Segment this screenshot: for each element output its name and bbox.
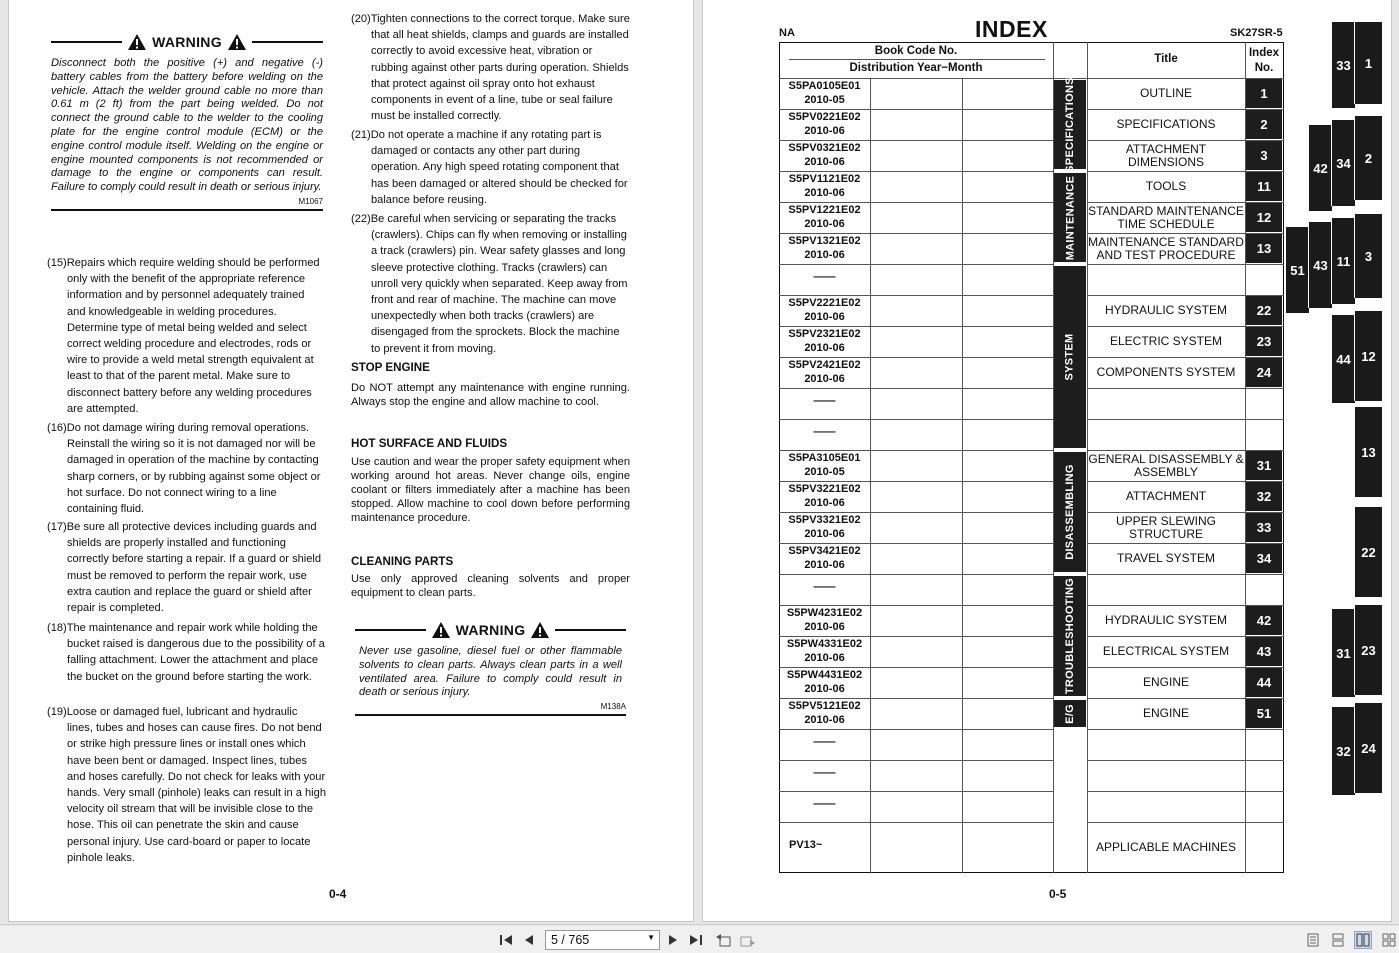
section-tab-13[interactable]: 13 bbox=[1354, 407, 1382, 497]
dropdown-arrow-icon: ▼ bbox=[647, 933, 655, 942]
row-book-code bbox=[779, 607, 870, 634]
last-page-icon bbox=[689, 934, 703, 946]
row-index-number[interactable]: 31 bbox=[1246, 451, 1282, 480]
category-label: DISASSEMBLING bbox=[1064, 464, 1077, 560]
section-tab-3[interactable]: 3 bbox=[1354, 214, 1382, 298]
book-code: —— bbox=[813, 395, 836, 407]
section-tab-51[interactable]: 51 bbox=[1285, 227, 1309, 313]
book-code: S5PV0321E02 bbox=[788, 142, 861, 154]
section-tab-22[interactable]: 22 bbox=[1354, 507, 1382, 597]
category-e-g bbox=[1054, 700, 1086, 727]
numbered-item bbox=[47, 519, 326, 616]
row-book-code bbox=[779, 111, 870, 138]
section-tab-23[interactable]: 23 bbox=[1354, 605, 1382, 695]
row-index-number[interactable]: 1 bbox=[1246, 79, 1282, 108]
book-code: S5PV1321E02 bbox=[788, 235, 861, 247]
cleaning-parts-heading: CLEANING PARTS bbox=[351, 555, 454, 568]
table-rule bbox=[789, 59, 1045, 60]
book-code: —— bbox=[813, 271, 836, 283]
category-label: SPECIFICATIONS bbox=[1064, 76, 1077, 173]
section-tab-31[interactable]: 31 bbox=[1331, 609, 1355, 697]
last-page-button[interactable] bbox=[687, 931, 705, 949]
section-tab-2[interactable]: 2 bbox=[1354, 116, 1382, 200]
distribution-date: 2010-06 bbox=[804, 682, 845, 695]
book-code: S5PV1221E02 bbox=[788, 204, 861, 216]
distribution-date: 2010-06 bbox=[804, 217, 845, 230]
section-tab-24[interactable]: 24 bbox=[1354, 703, 1382, 793]
next-page-button[interactable] bbox=[664, 931, 682, 949]
row-book-code bbox=[779, 669, 870, 696]
category-label: E/G bbox=[1063, 703, 1076, 724]
viewer-toolbar bbox=[0, 926, 1399, 953]
numbered-item bbox=[47, 704, 326, 866]
section-tab-12[interactable]: 12 bbox=[1354, 311, 1382, 401]
table-rule bbox=[779, 388, 1053, 389]
section-tab-43[interactable]: 43 bbox=[1308, 222, 1332, 308]
warning-triangle-icon bbox=[227, 33, 247, 51]
row-index-number[interactable]: 32 bbox=[1246, 482, 1282, 511]
go-back-icon bbox=[715, 933, 731, 947]
table-rule bbox=[779, 512, 1053, 513]
book-code: —— bbox=[813, 798, 836, 810]
distribution-date: 2010-05 bbox=[804, 465, 845, 478]
item-text: (22)Be careful when servicing or separating the tracks (crawlers). Chips can fly when removing or installing a track (crawlers) pin. Wear safety glasses and long sleeve protective clothing. Tracks (crawlers) can unroll very quickly when separated. Keep away from front and rear of machine. The machine can move unexpectedly when both tracks (crawlers) are disengaged from the sprockets. Block the machine to prevent it from moving. bbox=[351, 213, 628, 355]
section-tab-32[interactable]: 32 bbox=[1331, 707, 1355, 795]
row-title: UPPER SLEWING STRUCTURE bbox=[1115, 513, 1217, 541]
book-code: S5PA0105E01 bbox=[788, 80, 861, 92]
go-forward-icon bbox=[740, 933, 756, 947]
book-code: —— bbox=[813, 426, 836, 438]
page-number-input[interactable] bbox=[545, 930, 660, 950]
row-title: ATTACHMENT bbox=[1125, 489, 1207, 503]
row-title: SPECIFICATIONS bbox=[1116, 117, 1216, 131]
row-title: ELECTRIC SYSTEM bbox=[1109, 334, 1223, 348]
table-rule bbox=[779, 140, 1053, 141]
section-tab-44[interactable]: 44 bbox=[1331, 315, 1355, 403]
distribution-date: 2010-06 bbox=[804, 310, 845, 323]
distribution-date: 2010-06 bbox=[804, 186, 845, 199]
warning-text: Disconnect both the positive (+) and negative (-) battery cables from the battery before welding on the vehicle. Attach the welder ground cable no more than 0.61 m (2 ft) from the part being welded. Do not connect the ground cable to the welder to the cooling plate for the engine control module (ECM) or the engine control module itself. Welding on the engine or engine mounted components is not recommended or damage to the engine or components can result. Failure to comply could result in death or serious injury. bbox=[51, 57, 323, 194]
row-book-code bbox=[779, 581, 870, 595]
row-index-number[interactable]: 42 bbox=[1246, 606, 1282, 635]
distribution-date: 2010-06 bbox=[804, 620, 845, 633]
numbered-item bbox=[351, 11, 630, 124]
category-label: TROUBLESHOOTING bbox=[1064, 577, 1076, 695]
first-page-icon bbox=[499, 934, 513, 946]
section-tab-42[interactable]: 42 bbox=[1308, 125, 1332, 211]
header-index: Index No. bbox=[1248, 47, 1280, 74]
continuous-page-icon bbox=[1332, 933, 1344, 947]
table-rule bbox=[779, 729, 1053, 730]
row-index-number[interactable]: 3 bbox=[1246, 141, 1282, 170]
category-maintenance bbox=[1054, 173, 1086, 262]
row-index-number[interactable]: 13 bbox=[1246, 234, 1282, 263]
book-code: S5PV2421E02 bbox=[788, 359, 861, 371]
continuous-facing-icon bbox=[1382, 933, 1396, 947]
go-back-button[interactable] bbox=[714, 931, 732, 949]
row-index-number[interactable]: 24 bbox=[1246, 358, 1282, 387]
hot-surface-heading: HOT SURFACE AND FLUIDS bbox=[351, 437, 508, 450]
table-rule bbox=[779, 202, 1053, 203]
book-code: S5PW4331E02 bbox=[786, 638, 863, 650]
row-book-code bbox=[779, 235, 870, 262]
distribution-date: 2010-06 bbox=[804, 248, 845, 261]
book-code: S5PV5121E02 bbox=[788, 700, 861, 712]
table-rule bbox=[1087, 760, 1284, 761]
item-text: (19)Loose or damaged fuel, lubricant and hydraulic lines, tubes and hoses can cause fires. Do not bend or strike high pressure lines or install ones which have been bent or damaged. Inspect lines, tubes and hoses carefully. Do not check for leaks with your hands. Very small (pinhole) leaks can result in a high velocity oil stream that will be invisible close to the hose. This oil can penetrate the skin and cause personal injury. Use card-board or paper to locate pinhole leaks. bbox=[47, 706, 326, 864]
table-rule bbox=[962, 78, 963, 873]
stop-engine-text: Do NOT attempt any maintenance with engine running. Always stop the engine and allow machine to cool. bbox=[351, 382, 630, 408]
section-tab-34[interactable]: 34 bbox=[1331, 120, 1355, 206]
distribution-date: 2010-06 bbox=[804, 496, 845, 509]
row-title: ENGINE bbox=[1142, 675, 1189, 689]
table-rule bbox=[779, 760, 1053, 761]
numbered-item bbox=[47, 255, 326, 417]
distribution-date: 2010-06 bbox=[804, 372, 845, 385]
book-code: S5PV3321E02 bbox=[788, 514, 861, 526]
item-text: (20)Tighten connections to the correct torque. Make sure that all heat shields, clamps and guards are installed correctly to avoid excessive heat, vibration or rubbing against other parts during operation. Shields that protect against oil spray onto hot exhaust components in event of a line, tube or seal failure must be installed correctly. bbox=[351, 13, 630, 123]
row-book-code bbox=[779, 80, 870, 107]
table-rule bbox=[779, 419, 1053, 420]
single-page-view-button[interactable] bbox=[1304, 931, 1322, 949]
warning-box-solvents bbox=[355, 620, 626, 716]
row-index-number[interactable]: 43 bbox=[1246, 637, 1282, 666]
go-forward-button[interactable] bbox=[739, 931, 757, 949]
row-book-code bbox=[779, 700, 870, 727]
row-index-number[interactable]: 23 bbox=[1246, 327, 1282, 356]
distribution-date: 2010-06 bbox=[804, 124, 845, 137]
row-title: MAINTENANCE STANDARD AND TEST PROCEDURE bbox=[1088, 234, 1244, 262]
book-code: S5PW4431E02 bbox=[786, 669, 863, 681]
category-troubleshooting bbox=[1054, 576, 1086, 696]
row-title: ELECTRICAL SYSTEM bbox=[1102, 644, 1230, 658]
region-label: NA bbox=[779, 27, 795, 39]
table-rule bbox=[779, 357, 1053, 358]
row-index-number[interactable]: 22 bbox=[1246, 296, 1282, 325]
table-rule bbox=[779, 109, 1053, 110]
item-text: (15)Repairs which require welding should be performed only with the benefit of the appropriate reference information and by personnel adequately trained and knowledgeable in welding procedures. Determine type of metal being welded and select correct welding procedure and electrodes, rods or wire to provide a weld metal strength equivalent at least to that of the parent metal. Make sure to disconnect battery before any welding procedures are attempted. bbox=[47, 257, 320, 415]
distribution-date: 2010-06 bbox=[804, 155, 845, 168]
row-title: COMPONENTS SYSTEM bbox=[1096, 365, 1236, 379]
table-rule bbox=[779, 605, 1053, 606]
row-title: APPLICABLE MACHINES bbox=[1095, 840, 1237, 854]
table-rule bbox=[779, 791, 1053, 792]
row-title: HYDRAULIC SYSTEM bbox=[1104, 613, 1228, 627]
book-code: —— bbox=[813, 736, 836, 748]
numbered-item bbox=[351, 127, 630, 208]
book-code: S5PV0221E02 bbox=[788, 111, 861, 123]
table-rule bbox=[1087, 264, 1284, 265]
category-specifications bbox=[1054, 76, 1086, 173]
row-title: GENERAL DISASSEMBLY & ASSEMBLY bbox=[1088, 451, 1244, 479]
header-distribution: Distribution Year−Month bbox=[849, 62, 983, 74]
book-code: S5PV3221E02 bbox=[788, 483, 861, 495]
warning-triangle-icon bbox=[530, 621, 550, 639]
page-number: 0-4 bbox=[329, 887, 347, 901]
table-rule bbox=[779, 481, 1053, 482]
row-book-code bbox=[779, 798, 870, 812]
row-book-code bbox=[779, 767, 870, 781]
row-index-number[interactable]: 11 bbox=[1246, 172, 1282, 201]
warning-code: M1067 bbox=[298, 196, 323, 206]
row-index-number[interactable]: 2 bbox=[1246, 110, 1282, 139]
row-title: ENGINE bbox=[1142, 706, 1189, 720]
row-book-code bbox=[779, 736, 870, 750]
book-code: —— bbox=[813, 767, 836, 779]
distribution-date: 2010-06 bbox=[804, 341, 845, 354]
first-page-button[interactable] bbox=[497, 931, 515, 949]
section-tab-33[interactable]: 33 bbox=[1331, 22, 1355, 108]
item-text: (18)The maintenance and repair work while holding the bucket raised is dangerous due to the possibility of a falling attachment. Lower the attachment and place the bucket on the ground before starting the work. bbox=[47, 622, 325, 683]
table-rule bbox=[779, 171, 1053, 172]
section-tab-1[interactable]: 1 bbox=[1354, 22, 1382, 104]
section-tab-11[interactable]: 11 bbox=[1331, 218, 1355, 304]
numbered-item bbox=[47, 420, 326, 517]
table-rule bbox=[1087, 388, 1284, 389]
model-label: SK27SR-5 bbox=[1230, 27, 1283, 39]
row-title: HYDRAULIC SYSTEM bbox=[1104, 303, 1228, 317]
row-book-code bbox=[779, 359, 870, 386]
distribution-date: 2010-06 bbox=[804, 558, 845, 571]
numbered-item bbox=[47, 620, 326, 685]
table-rule bbox=[779, 574, 1053, 575]
item-text: (17)Be sure all protective devices including guards and shields are properly installed and functioning correctly before starting a repair. If a guard or shield must be removed to perform the repair work, use extra caution and replace the guard or shield after repair is completed. bbox=[47, 521, 322, 615]
numbered-item bbox=[351, 211, 630, 357]
row-index-number[interactable]: 51 bbox=[1246, 699, 1282, 728]
warning-box-welding bbox=[51, 32, 323, 211]
table-rule bbox=[779, 295, 1053, 296]
warning-title: WARNING bbox=[455, 622, 526, 638]
row-book-code bbox=[779, 483, 870, 510]
warning-code: M138A bbox=[600, 702, 626, 712]
warning-title: WARNING bbox=[152, 34, 222, 50]
row-title: STANDARD MAINTENANCE TIME SCHEDULE bbox=[1088, 203, 1244, 231]
facing-pages-icon bbox=[1356, 933, 1370, 947]
row-book-code bbox=[779, 545, 870, 572]
stop-engine-heading: STOP ENGINE bbox=[351, 361, 430, 374]
table-rule bbox=[779, 636, 1053, 637]
distribution-date: 2010-05 bbox=[804, 93, 845, 106]
facing-view-button[interactable] bbox=[1354, 931, 1372, 949]
table-rule bbox=[779, 264, 1053, 265]
row-book-code bbox=[779, 173, 870, 200]
page-indicator: 5 / 765 bbox=[551, 933, 590, 947]
row-book-code: PV13~ bbox=[789, 839, 823, 851]
distribution-date: 2010-06 bbox=[804, 527, 845, 540]
row-book-code bbox=[779, 426, 870, 440]
book-code: —— bbox=[813, 581, 836, 593]
continuous-view-button[interactable] bbox=[1329, 931, 1347, 949]
item-text: (21)Do not operate a machine if any rotating part is damaged or contacts any other part during operation. Any high speed rotating component that has been damaged or altered should be checked for balance before reusing. bbox=[351, 129, 628, 206]
row-book-code bbox=[779, 204, 870, 231]
header-title: Title bbox=[1154, 53, 1178, 65]
row-book-code bbox=[779, 271, 870, 285]
book-code: S5PA3105E01 bbox=[788, 452, 861, 464]
category-label: MAINTENANCE bbox=[1064, 175, 1077, 260]
table-rule bbox=[779, 822, 1053, 823]
table-rule bbox=[779, 233, 1053, 234]
category-label: SYSTEM bbox=[1064, 333, 1076, 381]
category-system bbox=[1054, 266, 1086, 448]
continuous-facing-view-button[interactable] bbox=[1380, 931, 1398, 949]
single-page-icon bbox=[1307, 933, 1319, 947]
row-title: TRAVEL SYSTEM bbox=[1116, 551, 1216, 565]
hot-surface-text: Use caution and wear the proper safety equipment when working around hot areas. Never change oils, engine coolant or filters immediately after a machine has been stopped. Allow machine to cool down before performing maintenance procedure. bbox=[351, 456, 630, 524]
row-index-number[interactable]: 33 bbox=[1246, 513, 1282, 542]
table-rule bbox=[779, 450, 1053, 451]
table-rule bbox=[1087, 791, 1284, 792]
book-code: S5PV2321E02 bbox=[788, 328, 861, 340]
warning-triangle-icon bbox=[431, 621, 451, 639]
row-title: TOOLS bbox=[1145, 179, 1187, 193]
page-0-4 bbox=[8, 0, 694, 922]
next-page-icon bbox=[668, 934, 678, 946]
distribution-date: 2010-06 bbox=[804, 651, 845, 664]
row-book-code bbox=[779, 297, 870, 324]
cleaning-parts-text: Use only approved cleaning solvents and proper equipment to clean parts. bbox=[351, 573, 630, 599]
previous-page-icon bbox=[524, 934, 534, 946]
row-book-code bbox=[779, 395, 870, 409]
table-rule bbox=[870, 78, 871, 873]
warning-text: Never use gasoline, diesel fuel or other flammable solvents to clean parts. Always clean parts in a well ventilated area. Failure to comply could result in death or serious injury. bbox=[359, 645, 622, 699]
header-book-code: Book Code No. bbox=[874, 45, 958, 57]
warning-triangle-icon bbox=[127, 33, 147, 51]
table-rule bbox=[779, 698, 1053, 699]
table-rule bbox=[1087, 419, 1284, 420]
previous-page-button[interactable] bbox=[520, 931, 538, 949]
row-book-code bbox=[779, 514, 870, 541]
page-number: 0-5 bbox=[1049, 887, 1067, 901]
row-book-code bbox=[779, 638, 870, 665]
table-rule bbox=[779, 543, 1053, 544]
book-code: S5PW4231E02 bbox=[786, 607, 863, 619]
index-title: INDEX bbox=[975, 16, 1048, 42]
row-book-code bbox=[779, 142, 870, 169]
book-code: S5PV3421E02 bbox=[788, 545, 861, 557]
row-book-code bbox=[779, 452, 870, 479]
row-title: OUTLINE bbox=[1139, 86, 1192, 100]
row-index-number[interactable]: 44 bbox=[1246, 668, 1282, 697]
distribution-date: 2010-06 bbox=[804, 713, 845, 726]
table-rule bbox=[779, 667, 1053, 668]
item-text: (16)Do not damage wiring during removal operations. Reinstall the wiring so it is not damaged nor will be damaged in operation of the machine by contacting sharp corners, or by rubbing against some object or hot surface. Do not connect wiring to a line containing fluid. bbox=[47, 422, 321, 516]
page-0-5 bbox=[702, 0, 1392, 922]
category-disassembling bbox=[1054, 452, 1086, 572]
book-code: S5PV1121E02 bbox=[788, 173, 861, 185]
row-book-code bbox=[779, 328, 870, 355]
row-title: ATTACHMENT DIMENSIONS bbox=[1125, 141, 1207, 169]
table-rule bbox=[1087, 729, 1284, 730]
row-index-number[interactable]: 12 bbox=[1246, 203, 1282, 232]
row-index-number[interactable]: 34 bbox=[1246, 544, 1282, 573]
table-rule bbox=[1087, 574, 1284, 575]
book-code: S5PV2221E02 bbox=[788, 297, 861, 309]
table-rule bbox=[779, 326, 1053, 327]
